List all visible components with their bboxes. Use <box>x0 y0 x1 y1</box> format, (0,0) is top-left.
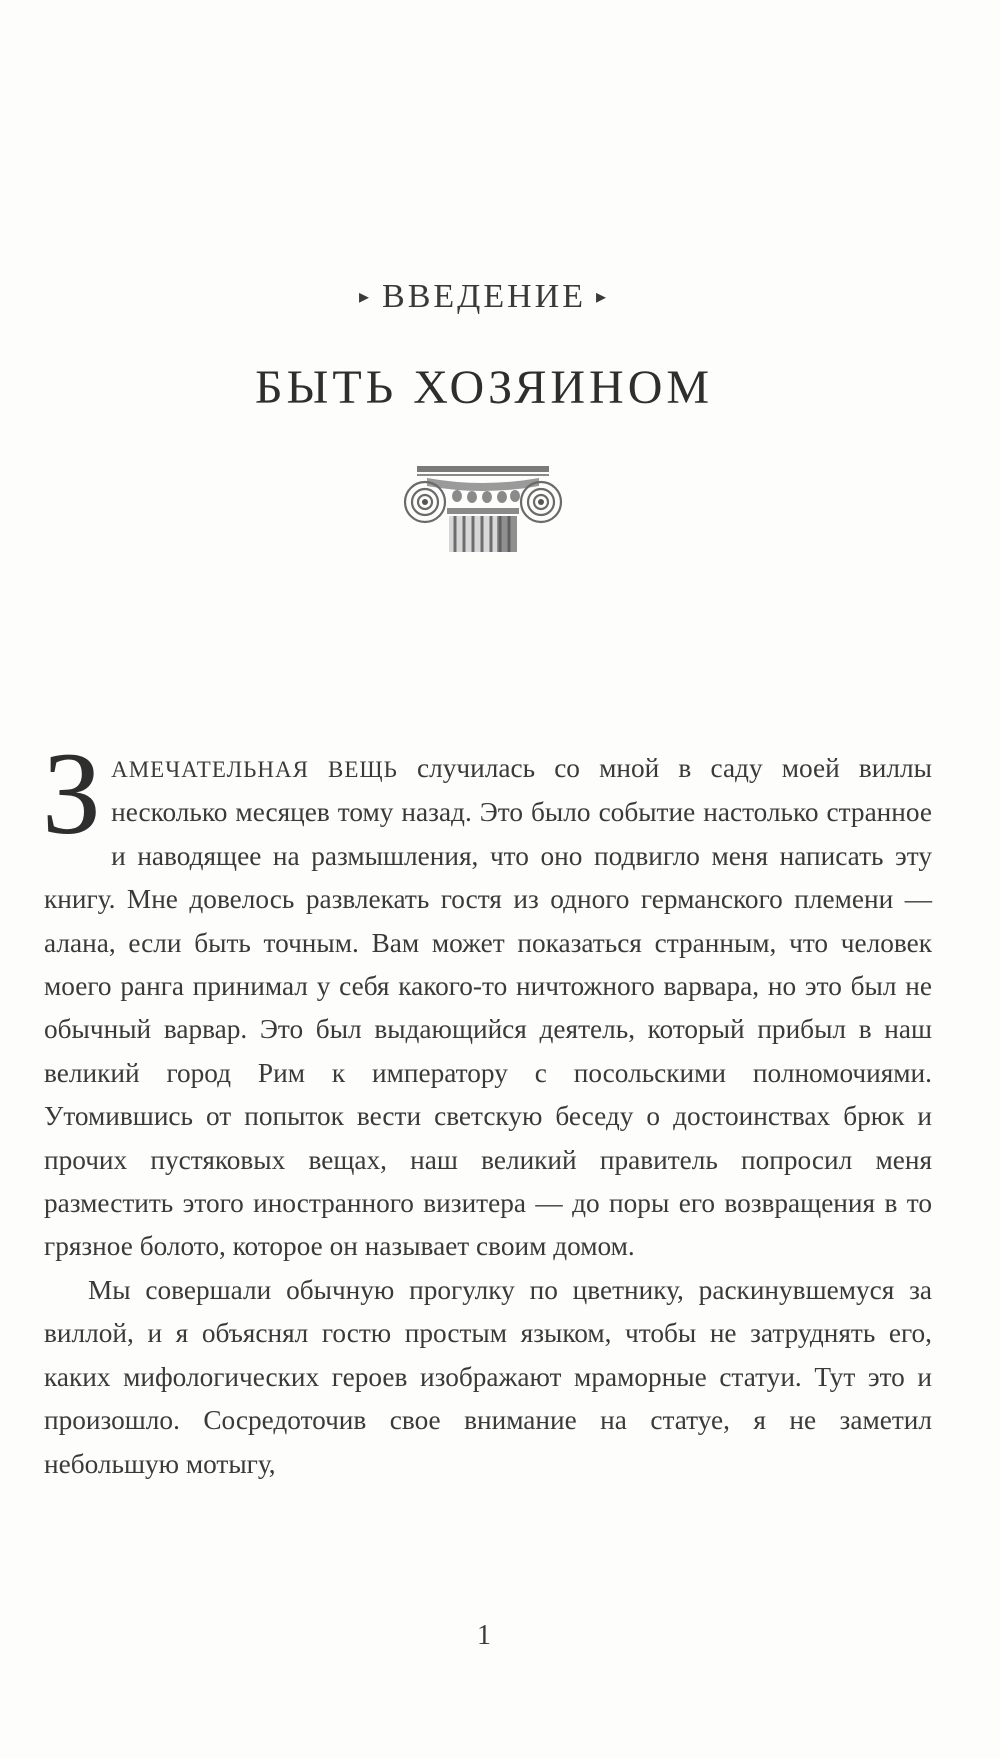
section-mark-right-icon: ▸ <box>595 285 610 308</box>
lead-caps: АМЕЧАТЕЛЬНАЯ ВЕЩЬ <box>111 757 398 782</box>
page-number: 1 <box>477 1620 491 1651</box>
body-text <box>42 728 932 1486</box>
paragraph-1-text: случилась со мной в саду моей виллы несколько месяцев тому назад. Это было событие настолько странное и наводящее на размышления, что оно подвигло меня написать эту книгу. Мне довелось развлекать гостя из одного германского племени — алана, если быть точным. Вам может показаться странным, что человек моего ранга принимал у себя какого-то ничтожного варвара, но это был не обычный варвар. Это был выдающийся деятель, который прибыл в наш великий город Рим к императору с посольскими полномочиями. Утомившись от попыток вести светскую беседу о достоинствах брюк и прочих пустяковых вещах, наш великий правитель попросил меня разместить этого иностранного визитера — до поры его возвращения в то грязное болото, которое он называет своим домом. <box>44 753 932 1262</box>
section-label-text: ВВЕДЕНИЕ <box>382 278 586 315</box>
paragraph-2: Мы совершали обычную прогулку по цветнику, раскинувшемуся за виллой, и я объяснял гостю простым языком, чтобы не затруднять его, каких мифологических героев изображают мраморные статуи. Тут это и произошло. Сосредоточив свое внимание на статуе, я не заметил небольшую мотыгу, <box>44 1274 932 1479</box>
section-label <box>0 278 968 316</box>
drop-cap: З <box>42 728 102 859</box>
chapter-title: БЫТЬ ХОЗЯИНОМ <box>254 361 714 414</box>
paragraph-1 <box>42 728 932 1269</box>
ionic-capital-icon <box>397 462 569 554</box>
section-mark-left-icon: ▸ <box>358 285 373 308</box>
